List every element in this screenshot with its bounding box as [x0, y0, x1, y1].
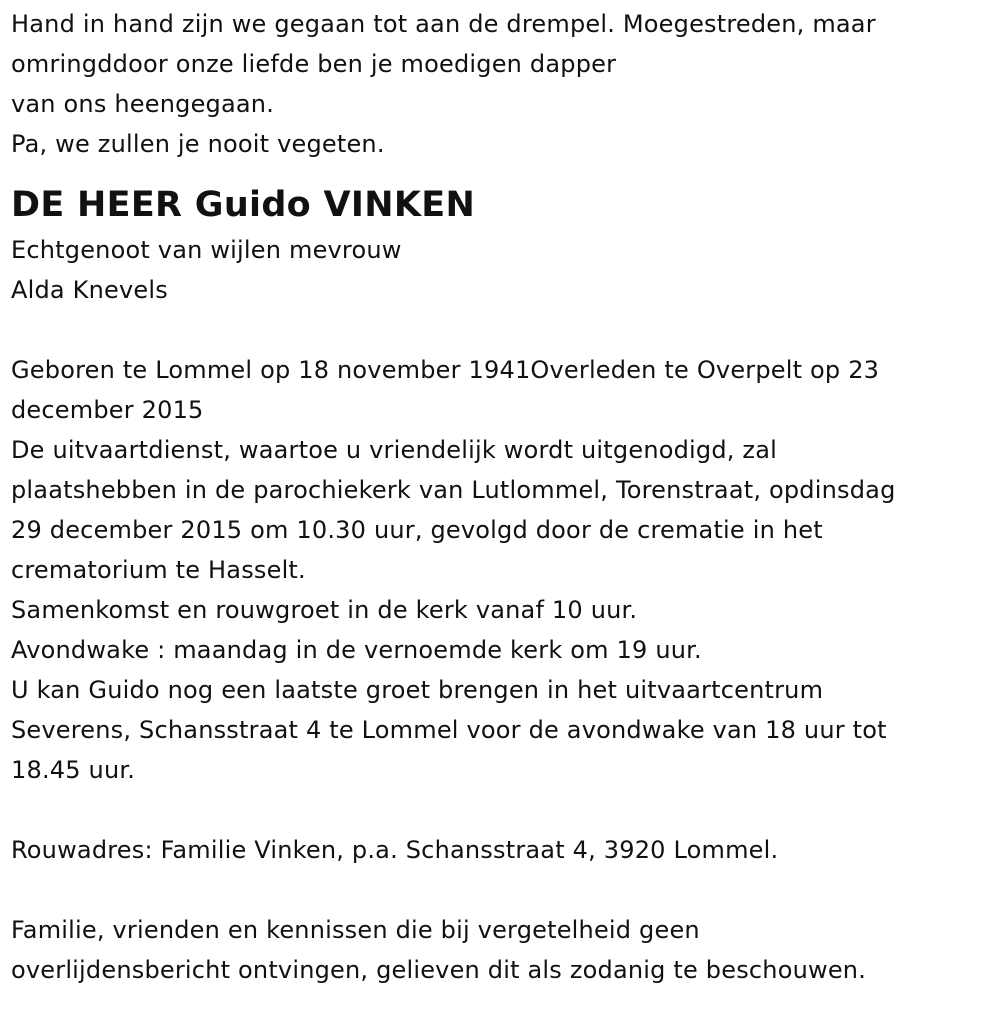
spacer [11, 870, 996, 910]
funeral-details [11, 350, 996, 790]
details-line: plaatshebben in de parochiekerk van Lutlommel, Torenstraat, opdinsdag [11, 476, 896, 504]
details-line: De uitvaartdienst, waartoe u vriendelijk wordt uitgenodigd, zal [11, 436, 778, 464]
spacer [11, 310, 996, 350]
intro-line: omringddoor onze liefde ben je moedigen dapper [11, 50, 617, 78]
details-line: Samenkomst en rouwgroet in de kerk vanaf 10 uur. [11, 596, 638, 624]
details-line: Avondwake : maandag in de vernoemde kerk om 19 uur. [11, 636, 702, 664]
relation-block [11, 230, 996, 310]
closing-line: overlijdensbericht ontvingen, gelieven dit als zodanig te beschouwen. [11, 956, 867, 984]
details-line: december 2015 [11, 396, 204, 424]
intro-poem [11, 4, 996, 164]
details-line: Geboren te Lommel op 18 november 1941Overleden te Overpelt op 23 [11, 356, 880, 384]
intro-line: Pa, we zullen je nooit vegeten. [11, 130, 385, 158]
relation-line: Echtgenoot van wijlen mevrouw [11, 236, 402, 264]
closing-note [11, 910, 996, 990]
death-notice [11, 4, 996, 990]
details-line: crematorium te Hasselt. [11, 556, 306, 584]
intro-line: van ons heengegaan. [11, 90, 275, 118]
closing-line: Familie, vrienden en kennissen die bij vergetelheid geen [11, 916, 700, 944]
details-line: 29 december 2015 om 10.30 uur, gevolgd door de crematie in het [11, 516, 823, 544]
details-line: 18.45 uur. [11, 756, 136, 784]
deceased-name: DE HEER Guido VINKEN [11, 185, 476, 225]
mourning-address: Rouwadres: Familie Vinken, p.a. Schansstraat 4, 3920 Lommel. [11, 836, 779, 864]
intro-line: Hand in hand zijn we gegaan tot aan de drempel. Moegestreden, maar [11, 10, 876, 38]
details-line: Severens, Schansstraat 4 te Lommel voor de avondwake van 18 uur tot [11, 716, 887, 744]
details-line: U kan Guido nog een laatste groet brengen in het uitvaartcentrum [11, 676, 824, 704]
relation-line: Alda Knevels [11, 276, 168, 304]
spacer [11, 790, 996, 830]
